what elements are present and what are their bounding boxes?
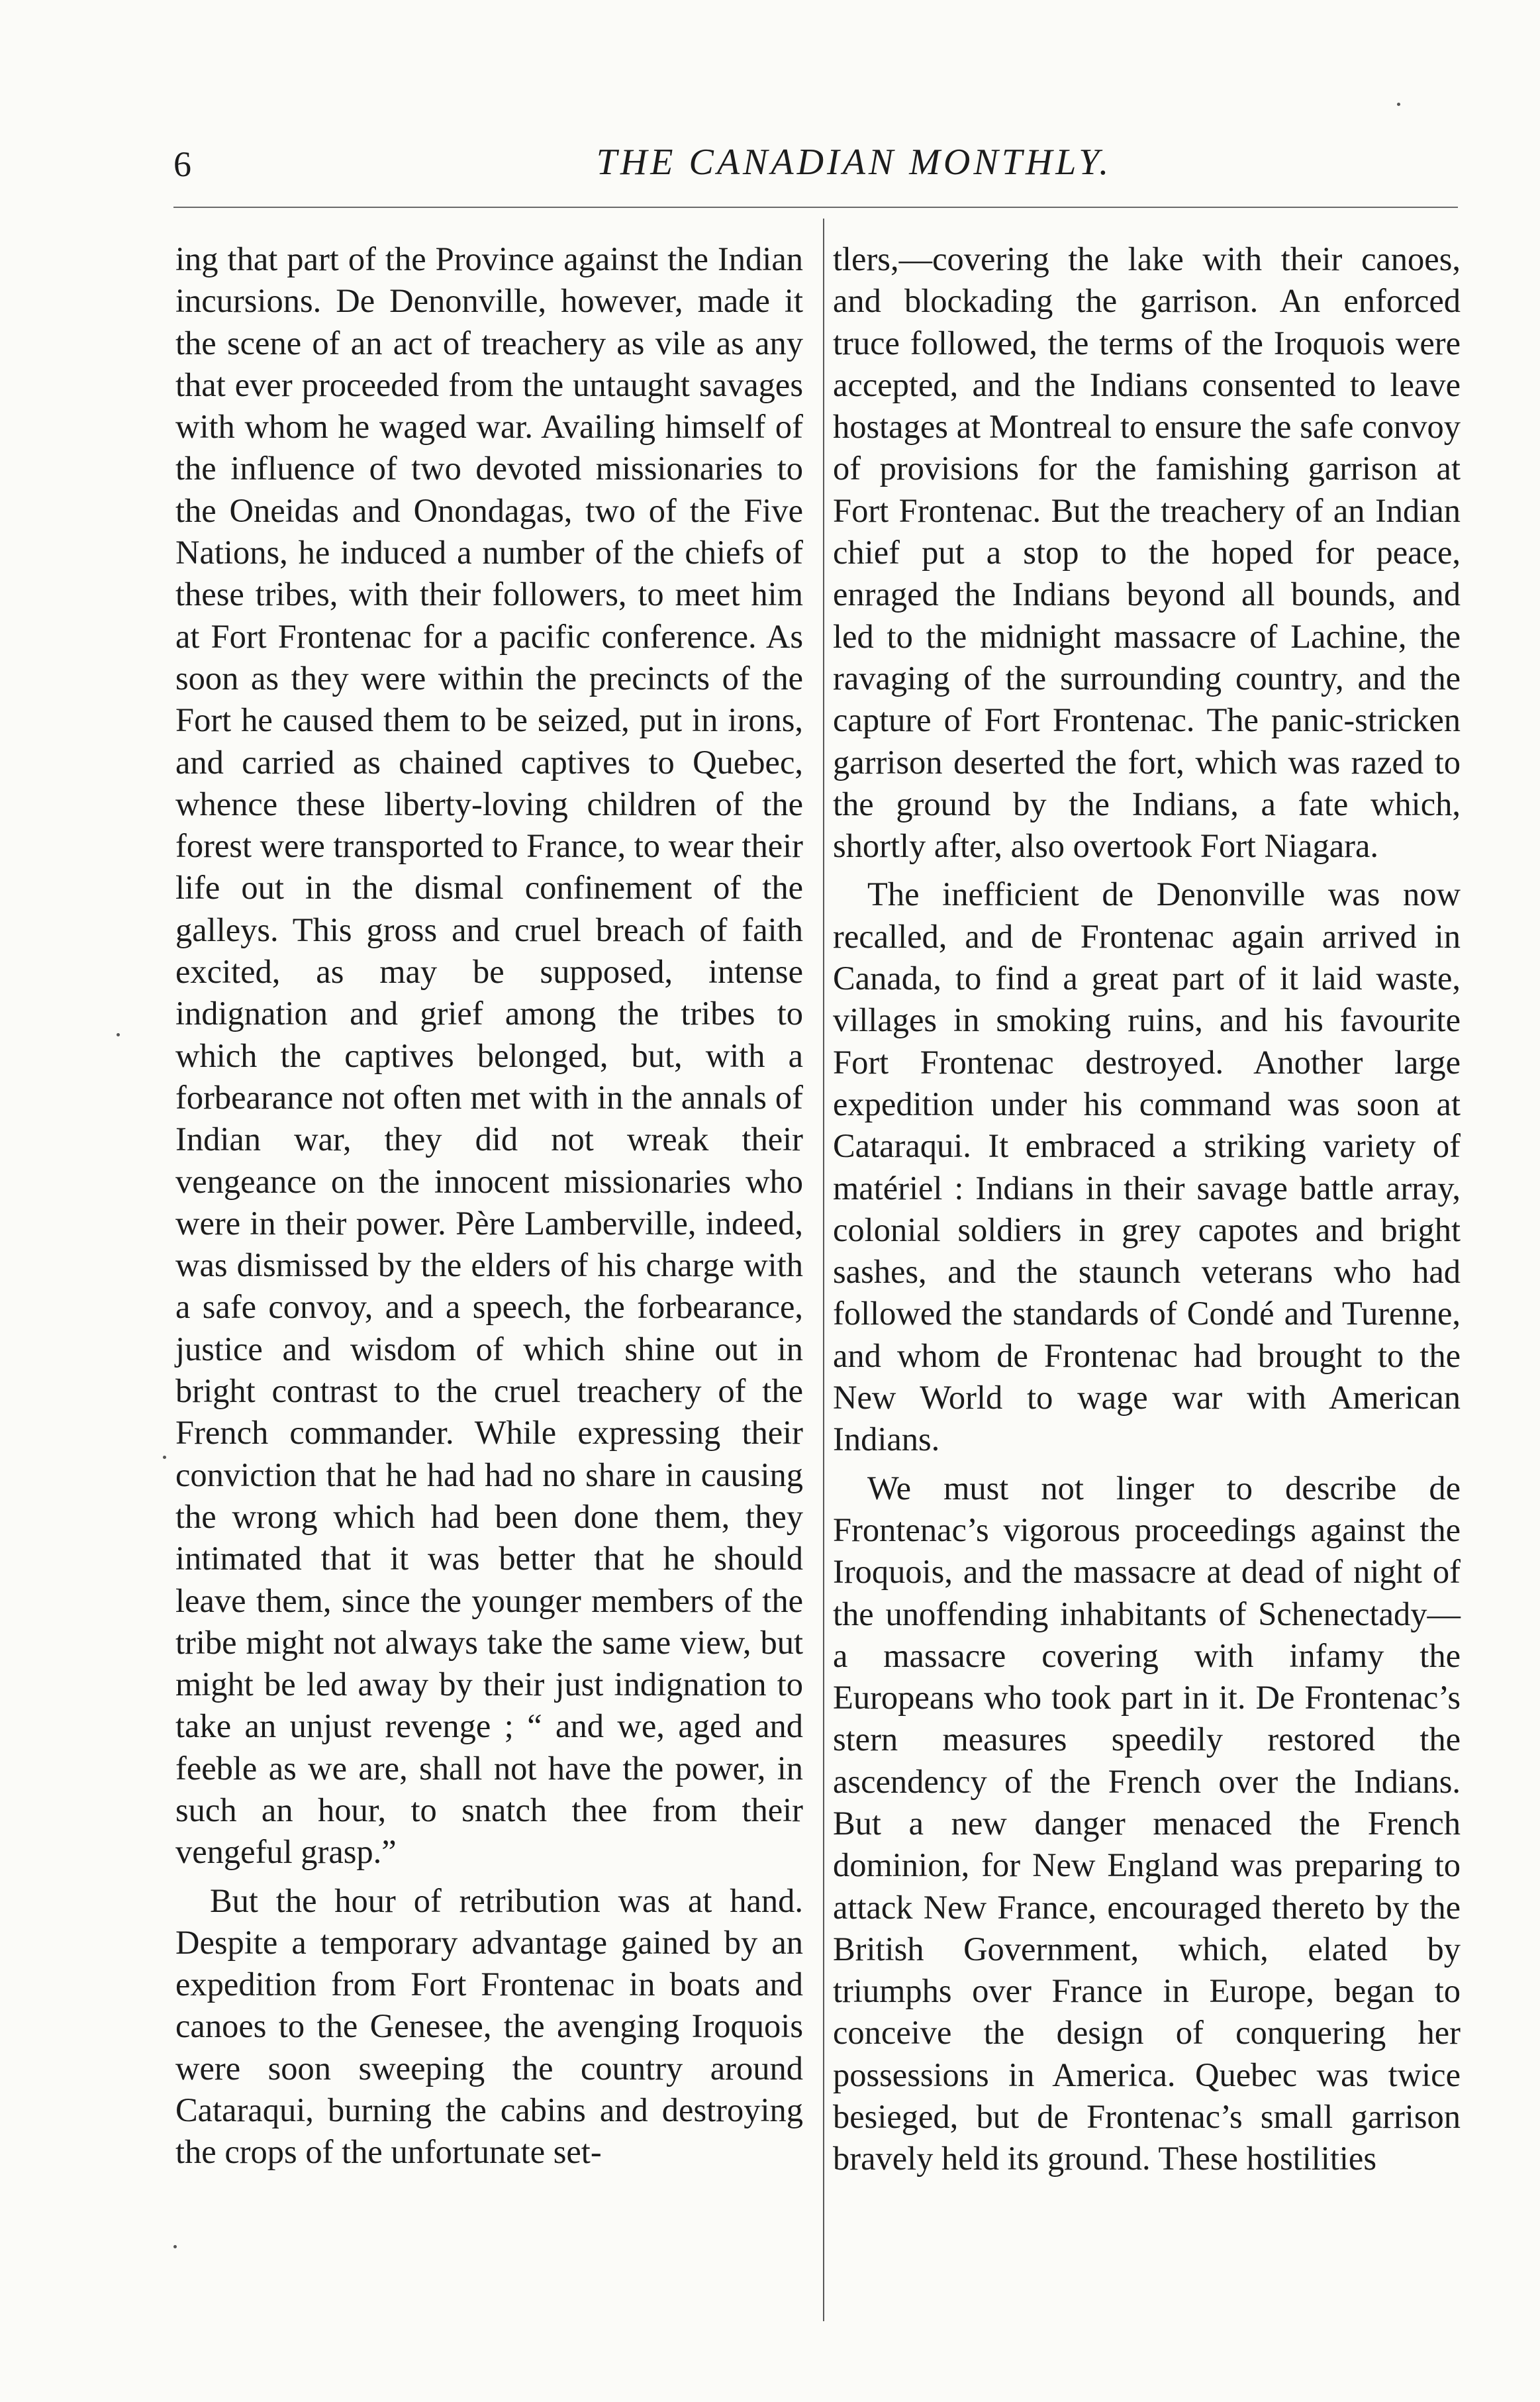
ink-speck xyxy=(163,1456,166,1459)
ink-speck xyxy=(117,1033,120,1036)
header-rule xyxy=(173,207,1458,208)
left-column xyxy=(175,238,803,2174)
ink-speck xyxy=(173,2245,177,2248)
paragraph-left-1: ing that part of the Province against the Indian incursions. De Denonville, however, made it the scene of an act of treachery as vile as any that ever proceeded from the untaught savages with whom he waged war. Availing himself of the influence of two devoted missionaries to the Oneidas and Onondagas, two of the Five Nations, he induced a number of the chiefs of these tribes, with their followers, to meet him at Fort Frontenac for a pacific conference. As soon as they were within the precincts of the Fort he caused them to be seized, put in irons, and carried as chained captives to Quebec, whence these liberty-loving children of the forest were transported to France, to wear their life out in the dismal confinement of the galleys. This gross and cruel breach of faith excited, as may be supposed, intense indignation and grief among the tribes to which the captives belonged, but, with a forbearance not often met with in the annals of Indian war, they did not wreak their vengeance on the innocent missionaries who were in their power. Père Lamberville, indeed, was dismissed by the elders of his charge with a safe convoy, and a speech, the forbearance, justice and wisdom of which shine out in bright contrast to the cruel treachery of the French commander. While expressing their conviction that he had had no share in causing the wrong which had been done them, they intimated that it was better that he should leave them, since the younger members of the tribe might not always take the same view, but might be led away by their just indignation to take an unjust revenge ; “ and we, aged and feeble as we are, shall not have the power, in such an hour, to snatch thee from their vengeful grasp.” xyxy=(175,240,803,1871)
paragraph-right-2: The inefficient de Denonville was now recalled, and de Frontenac again arrived in Canada, to find a great part of it laid waste, villages in smoking ruins, and his favourite Fort Frontenac destroyed. Another large expedition under his command was soon at Cataraqui. It embraced a striking variety of matériel : Indians in their savage battle array, colonial soldiers in grey capotes and bright sashes, and the staunch veterans who had followed the standards of Condé and Turenne, and whom de Frontenac had brought to the New World to wage war with American Indians. xyxy=(833,876,1461,1458)
running-head: THE CANADIAN MONTHLY. xyxy=(596,142,1112,183)
ink-speck xyxy=(1397,103,1400,106)
page-number: 6 xyxy=(173,144,191,184)
paragraph-right-1: tlers,—covering the lake with their canoes, and blockading the garrison. An enforced truce followed, the terms of the Iroquois were accepted, and the Indians consented to leave hostages at Montreal to ensure the safe convoy of provisions for the famishing garrison at Fort Frontenac. But the treachery of an Indian chief put a stop to the hoped for peace, enraged the Indians beyond all bounds, and led to the midnight massacre of Lachine, the ravaging of the surrounding country, and the capture of Fort Frontenac. The panic-stricken garrison deserted the fort, which was razed to the ground by the Indians, a fate which, shortly after, also overtook Fort Niagara. xyxy=(833,240,1461,865)
paragraph-left-2: But the hour of retribution was at hand. Despite a temporary advantage gained by an expedition from Fort Frontenac in boats and canoes to the Genesee, the avenging Iroquois were soon sweeping the country around Cataraqui, burning the cabins and destroying the crops of the unfortunate set- xyxy=(175,1881,803,2171)
column-divider xyxy=(823,219,824,2321)
right-column xyxy=(833,238,1461,2180)
page-header xyxy=(0,0,1540,219)
paragraph-right-3: We must not linger to describe de Frontenac’s vigorous proceedings against the Iroquois, and the massacre at dead of night of the unoffending inhabitants of Schenectady—a massacre covering with infamy the Europeans who took part in it. De Frontenac’s stern measures speedily restored the ascendency of the French over the Indians. But a new danger menaced the French dominion, for New England was preparing to attack New France, encouraged thereto by the British Government, which, elated by triumphs over France in Europe, began to conceive the design of conquering her possessions in America. Quebec was twice besieged, but de Frontenac’s small garrison bravely held its ground. These hostilities xyxy=(833,1469,1461,2177)
